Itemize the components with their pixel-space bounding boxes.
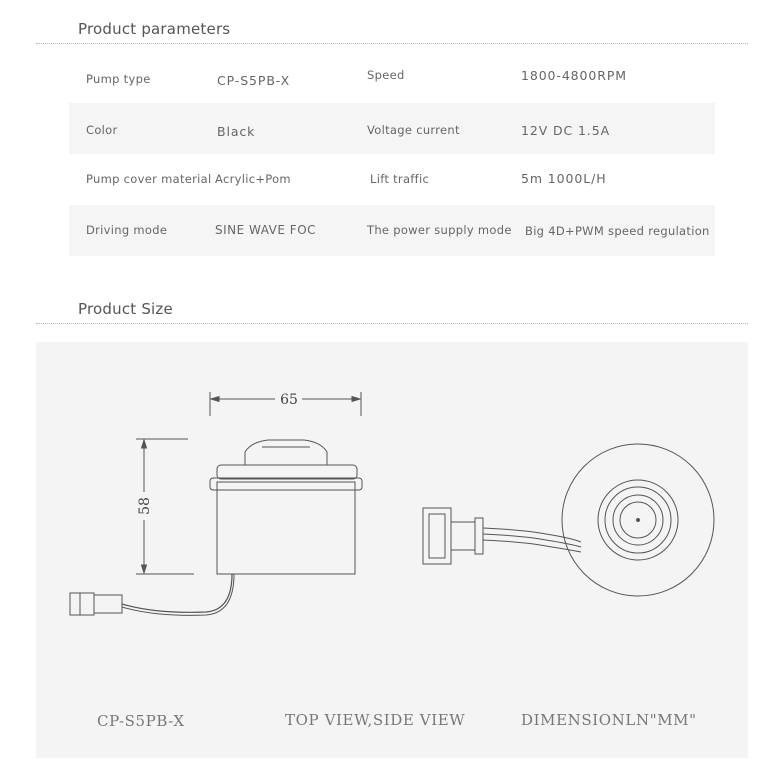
pump-body — [217, 482, 355, 574]
param-value: 5m 1000L/H — [521, 171, 607, 186]
param-row-color — [69, 103, 715, 154]
arrow-head — [142, 565, 147, 573]
params-section-title: Product parameters — [78, 20, 231, 38]
dimension-drawing-panel — [36, 342, 748, 758]
param-value: 12V DC 1.5A — [521, 123, 611, 138]
width-dimension-label: 65 — [280, 392, 298, 408]
param-label: Driving mode — [86, 223, 168, 237]
arrow-head — [142, 440, 147, 448]
size-section-title: Product Size — [78, 300, 173, 318]
fan-connector — [70, 593, 94, 615]
param-label: Lift traffic — [370, 172, 430, 186]
connector-top-view — [423, 508, 451, 564]
pump-top-center — [637, 519, 640, 522]
pump-cable — [122, 574, 232, 612]
pump-cap-lower — [217, 465, 357, 479]
param-row-driving-mode — [69, 205, 715, 256]
param-label: The power supply mode — [367, 223, 512, 237]
dimension-drawing — [36, 342, 748, 758]
caption-dimension-unit: DIMENSIONLN"MM" — [521, 711, 697, 729]
size-divider — [36, 323, 748, 324]
caption-model: CP-S5PB-X — [97, 712, 185, 730]
fan-connector-plug — [94, 595, 122, 613]
height-dimension-label: 58 — [137, 497, 153, 515]
param-value: CP-S5PB-X — [217, 73, 291, 88]
param-value: 1800-4800RPM — [521, 68, 627, 83]
param-label: Voltage current — [367, 123, 460, 137]
param-value: Big 4D+PWM speed regulation — [525, 224, 710, 238]
arrow-head — [211, 397, 219, 402]
param-row-pump-type — [69, 52, 715, 103]
params-divider — [36, 43, 748, 44]
arrow-head — [352, 397, 360, 402]
pump-flange — [210, 478, 362, 490]
param-label: Speed — [367, 68, 405, 82]
param-value: Black — [217, 124, 256, 139]
param-label: Color — [86, 123, 118, 137]
param-value: SINE WAVE FOC — [215, 223, 317, 237]
param-label: Pump type — [86, 72, 151, 86]
param-label: Pump cover material — [86, 172, 212, 186]
param-row-cover-material — [69, 154, 715, 205]
caption-views: TOP VIEW,SIDE VIEW — [285, 711, 466, 729]
param-value: Acrylic+Pom — [215, 172, 291, 186]
pump-cap-upper — [245, 440, 327, 465]
